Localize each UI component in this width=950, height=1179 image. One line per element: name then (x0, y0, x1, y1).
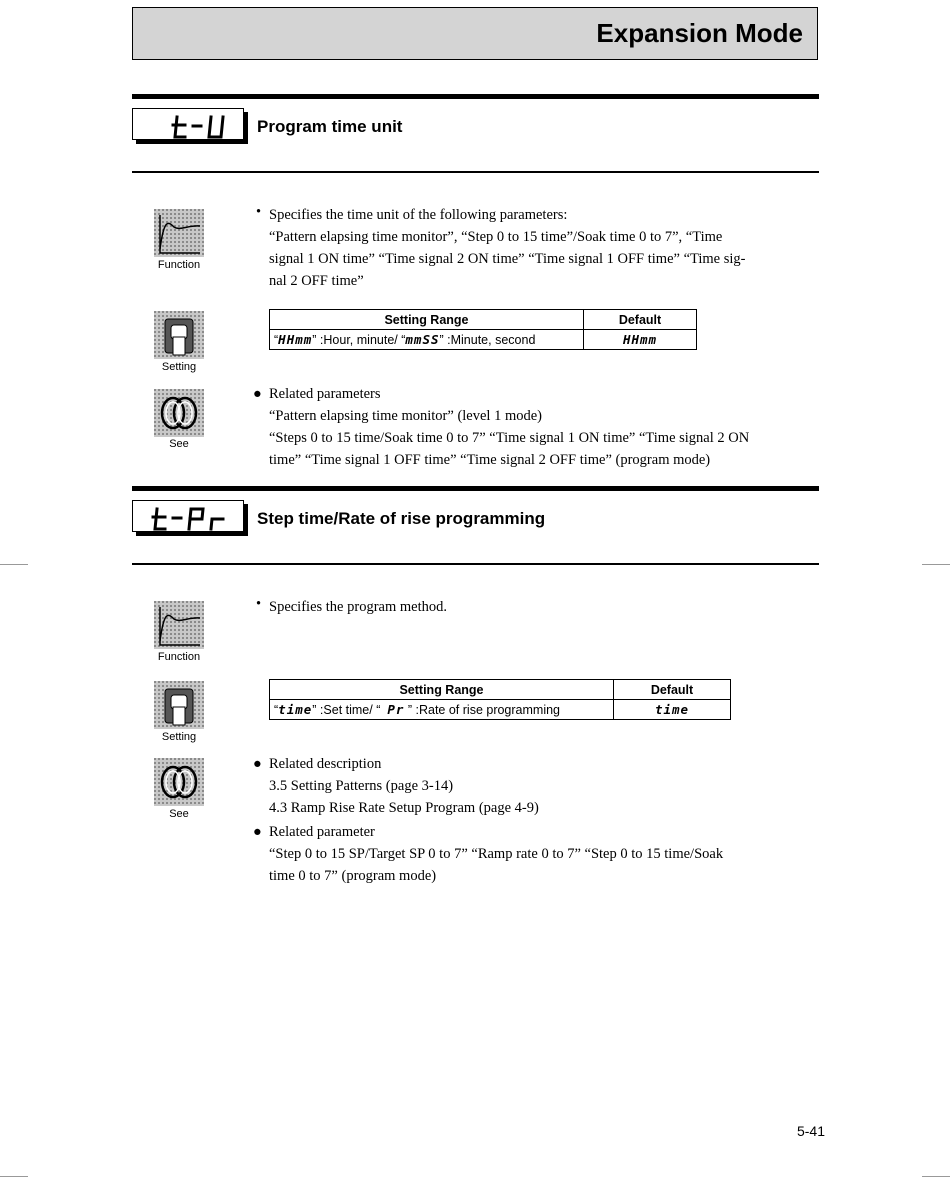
function-label: Function (157, 651, 201, 663)
related-description-line: 4.3 Ramp Rise Rate Setup Program (page 4-9) (269, 800, 539, 816)
section-rule-top (132, 94, 819, 99)
see-icon (154, 758, 204, 806)
description-line: nal 2 OFF time” (269, 273, 364, 289)
related-description-line: 3.5 Setting Patterns (page 3-14) (269, 778, 454, 794)
segment-code-icon (133, 109, 245, 141)
setting-label: Setting (161, 731, 197, 743)
section-rule-top (132, 486, 819, 491)
crop-mark (0, 1176, 28, 1177)
section-title: Program time unit (257, 117, 403, 136)
segment-code: HHmm (278, 332, 313, 347)
segment-code: HHmm (622, 332, 658, 347)
header-banner (132, 7, 818, 60)
segment-code: Pr (387, 702, 405, 717)
page-title: Expansion Mode (596, 18, 803, 48)
default-header: Default (614, 680, 731, 700)
setting-range-cell: “HHmm” :Hour, minute/ “mmSS” :Minute, second (270, 330, 584, 350)
range-text: :Hour, minute/ (316, 333, 398, 347)
related-parameter-heading: Related parameter (269, 824, 375, 840)
page-number: 5-41 (796, 1123, 825, 1139)
setting-range-table (269, 309, 697, 350)
description-line: Specifies the time unit of the following parameters: (269, 207, 568, 223)
related-description-heading: Related description (269, 756, 382, 772)
crop-mark (0, 564, 28, 565)
range-text: :Set time/ (316, 703, 373, 717)
setting-icon (154, 311, 204, 359)
setting-icon (154, 681, 204, 729)
parameter-code-box (132, 500, 244, 532)
see-label: See (169, 438, 189, 450)
bullet: • (256, 204, 262, 220)
function-label: Function (157, 259, 201, 271)
bullet: • (256, 596, 262, 612)
filled-bullet: ● (253, 386, 262, 402)
related-parameter-line: time 0 to 7” (program mode) (269, 868, 437, 884)
segment-code: time (654, 702, 690, 717)
setting-label: Setting (161, 361, 197, 373)
segment-code-icon (133, 501, 245, 533)
default-cell (614, 700, 731, 720)
description-line: “Pattern elapsing time monitor”, “Step 0 to 15 time”/Soak time 0 to 7”, “Time (269, 229, 723, 245)
function-icon (154, 601, 204, 649)
section-rule-bottom (132, 563, 819, 565)
see-icon (154, 389, 204, 437)
function-icon (154, 209, 204, 257)
segment-code: time (278, 702, 313, 717)
filled-bullet: ● (253, 824, 262, 840)
setting-range-header: Setting Range (270, 680, 614, 700)
related-line: “Pattern elapsing time monitor” (level 1 mode) (269, 408, 543, 424)
default-cell (584, 330, 697, 350)
related-heading: Related parameters (269, 386, 381, 402)
range-text: :Rate of rise programming (412, 703, 561, 717)
crop-mark (922, 564, 950, 565)
setting-range-table (269, 679, 731, 720)
setting-range-cell: “time” :Set time/ “ Pr ” :Rate of rise programming (270, 700, 614, 720)
section-rule-bottom (132, 171, 819, 173)
segment-code: mmSS (405, 332, 440, 347)
related-line: “Steps 0 to 15 time/Soak time 0 to 7” “Time signal 1 ON time” “Time signal 2 ON (269, 430, 750, 446)
description-line: Specifies the program method. (269, 599, 447, 615)
related-line: time” “Time signal 1 OFF time” “Time signal 2 OFF time” (program mode) (269, 452, 711, 468)
default-header: Default (584, 310, 697, 330)
setting-range-header: Setting Range (270, 310, 584, 330)
parameter-code-box (132, 108, 244, 140)
see-label: See (169, 808, 189, 820)
section-title: Step time/Rate of rise programming (257, 509, 546, 528)
related-parameter-line: “Step 0 to 15 SP/Target SP 0 to 7” “Ramp rate 0 to 7” “Step 0 to 15 time/Soak (269, 846, 724, 862)
crop-mark (922, 1176, 950, 1177)
range-text: :Minute, second (443, 333, 536, 347)
description-line: signal 1 ON time” “Time signal 2 ON time” “Time signal 1 OFF time” “Time sig- (269, 251, 746, 267)
filled-bullet: ● (253, 756, 262, 772)
